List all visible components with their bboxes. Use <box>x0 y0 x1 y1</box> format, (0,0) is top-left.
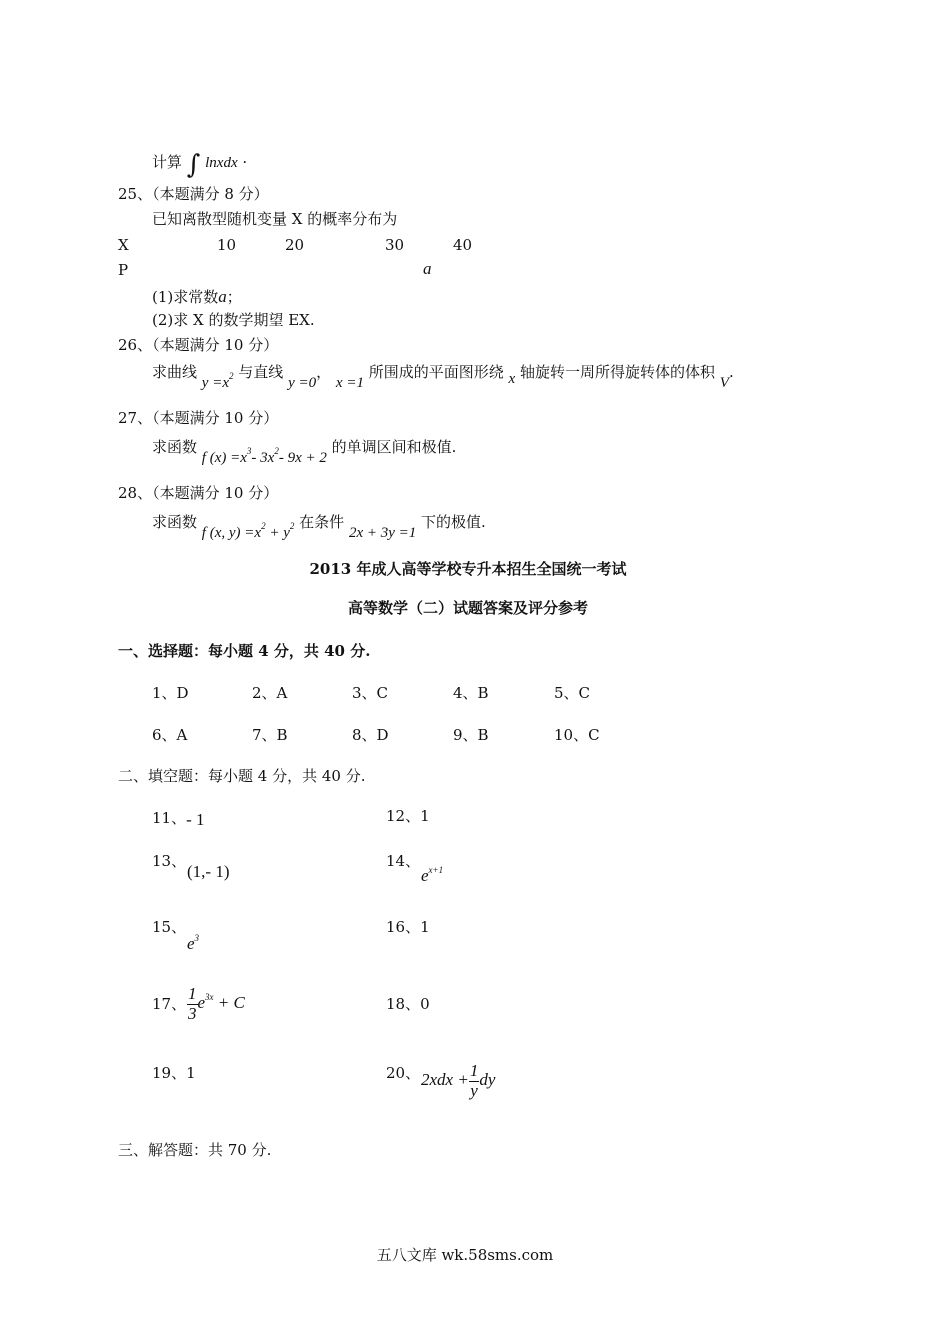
answer-13: (1,- 1) <box>187 862 230 881</box>
q24-text: 计算 <box>152 153 183 171</box>
answer-20-label: 20、 <box>386 1064 421 1082</box>
section1-heading: 一、选择题：每小题 4 分，共 40 分. <box>118 642 371 660</box>
q25-title: 25、（本题满分 8 分） <box>118 185 269 203</box>
q25-part2: (2)求 X 的数学期望 EX. <box>152 311 315 329</box>
q25-intro: 已知离散型随机变量 X 的概率分布为 <box>152 210 398 228</box>
q25-part1: (1)求常数a； <box>152 287 242 306</box>
answer-18: 18、0 <box>386 995 430 1013</box>
section2-heading: 二、填空题：每小题 4 分，共 40 分. <box>118 767 366 785</box>
answer-subtitle: 高等数学（二）试题答案及评分参考 <box>347 599 588 617</box>
answer-12: 12、1 <box>386 807 430 825</box>
answer-17: $\frac{1}{3}$ $e^{3x} + C$ <box>188 984 245 1023</box>
choice-answer: 4、B <box>453 684 489 702</box>
answer-16: 16、1 <box>386 918 430 936</box>
choice-answer: 9、B <box>453 726 489 744</box>
answer-15-label: 15、 <box>152 918 187 936</box>
q26-body: 求曲线 $y =x^2$ 与直线 y =0， x =1 所围成的平面图形绕 x 轴旋转一周所得旋转体的体积 V. <box>152 363 734 391</box>
answer-15: $e^3$ <box>187 933 200 953</box>
choice-answer: 7、B <box>252 726 288 744</box>
x-value: 10 <box>217 236 237 254</box>
choice-answer: 2、A <box>252 684 288 702</box>
q27-title: 27、（本题满分 10 分） <box>118 409 279 427</box>
q24-integrand: lnxdx <box>205 155 238 171</box>
choice-answer: 10、C <box>554 726 600 744</box>
answer-14: $e^{x+1}$ <box>421 865 444 885</box>
choice-answer: 8、D <box>352 726 389 744</box>
q24-dot: · <box>242 153 248 171</box>
x-value: 40 <box>453 236 473 254</box>
answer-19: 19、1 <box>152 1064 196 1082</box>
footer-watermark: 五八文库 wk.58sms.com <box>376 1246 554 1264</box>
choice-answer: 5、C <box>554 684 591 702</box>
answer-14-label: 14、 <box>386 852 421 870</box>
integral-sign: ∫ <box>186 150 201 180</box>
answer-11: 11、- 1 <box>152 809 205 829</box>
answer-13-label: 13、 <box>152 852 187 870</box>
q26-title: 26、（本题满分 10 分） <box>118 336 279 354</box>
answer-title: 2013 年成人高等学校专升本招生全国统一考试 <box>309 560 627 578</box>
q28-body: 求函数 f (x, $y) =x^2 + y^2$ 在条件 2x + 3y =1 下的极值. <box>152 513 486 541</box>
choice-answer: 1、D <box>152 684 189 702</box>
q24-line <box>152 146 248 180</box>
choice-answer: 6、A <box>152 726 188 744</box>
section3-heading: 三、解答题：共 70 分. <box>118 1141 272 1159</box>
answer-20: 2xdx + $\frac{1}{y}$ dy <box>421 1061 496 1100</box>
q27-body: 求函数 f $(x) =x^3-$ $3x^2-$ 9x + 2 的单调区间和极值. <box>152 438 457 466</box>
x-value: 20 <box>285 236 305 254</box>
answer-17-label: 17、 <box>152 995 187 1013</box>
row-x-label: X <box>118 236 129 254</box>
choice-answer: 3、C <box>352 684 389 702</box>
p-constant: a <box>423 259 432 278</box>
q28-title: 28、（本题满分 10 分） <box>118 484 279 502</box>
x-value: 30 <box>385 236 405 254</box>
row-p-label: P <box>118 261 129 279</box>
